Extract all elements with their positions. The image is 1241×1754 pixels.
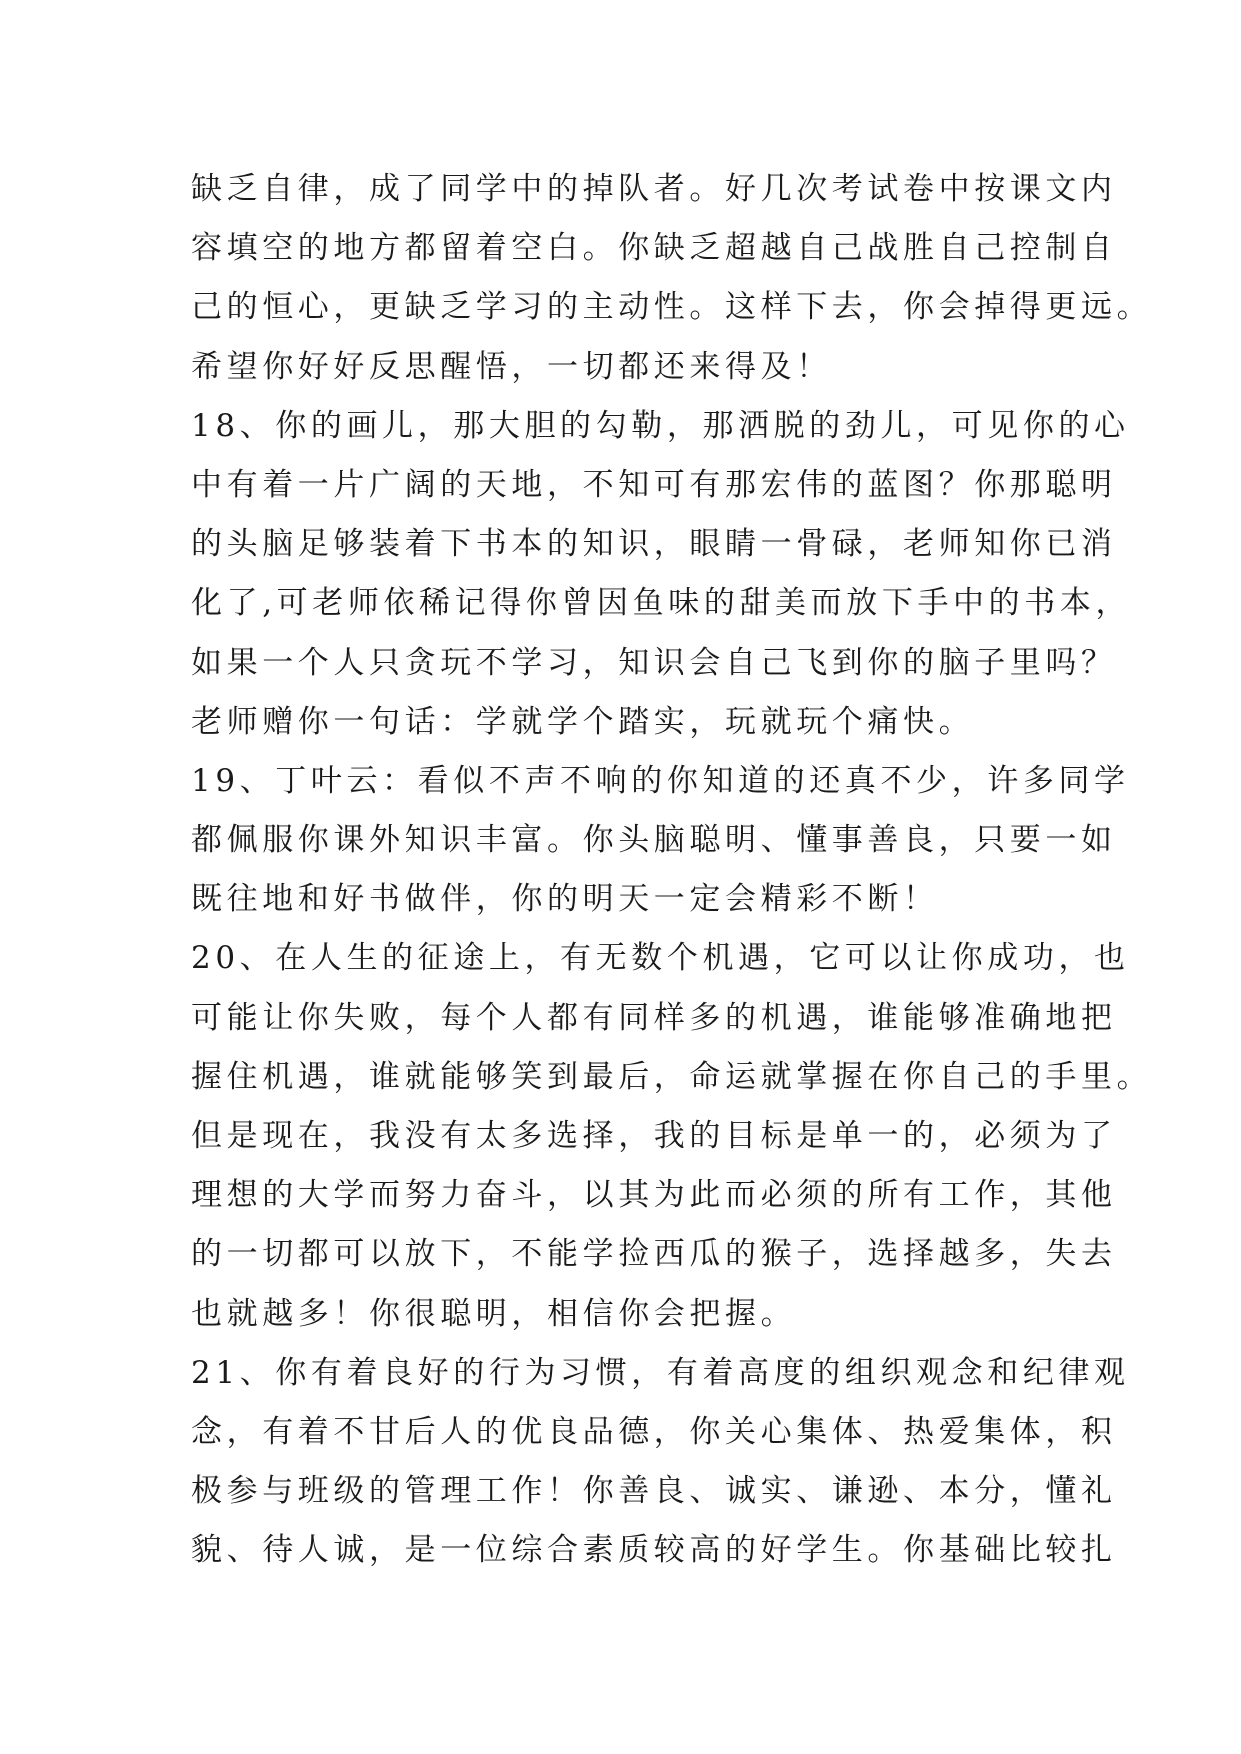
text-line: 21、你有着良好的行为习惯，有着高度的组织观念和纪律观 [191,1354,1130,1391]
text-line: 可能让你失败，每个人都有同样多的机遇，谁能够准确地把 [191,999,1117,1036]
text-line: 的头脑足够装着下书本的知识，眼睛一骨碌，老师知你已消 [191,526,1117,563]
text-line: 化了,可老师依稀记得你曾因鱼味的甜美而放下手中的书本， [191,585,1132,622]
text-line: 希望你好好反思醒悟，一切都还来得及！ [191,348,832,385]
text-line: 的一切都可以放下，不能学捡西瓜的猴子，选择越多，失去 [191,1236,1117,1273]
text-line: 握住机遇，谁就能够笑到最后，命运就掌握在你自己的手里。 [191,1058,1153,1095]
text-line: 也就越多！你很聪明，相信你会把握。 [191,1295,797,1332]
text-line: 20、在人生的征途上，有无数个机遇，它可以让你成功，也 [191,940,1130,977]
text-line: 都佩服你课外知识丰富。你头脑聪明、懂事善良，只要一如 [191,822,1117,859]
body-text [191,160,1153,1581]
text-line: 如果一个人只贪玩不学习，知识会自己飞到你的脑子里吗？ [191,644,1117,681]
text-line: 但是现在，我没有太多选择，我的目标是单一的，必须为了 [191,1118,1117,1154]
text-line: 老师赠你一句话：学就学个踏实，玩就玩个痛快。 [191,703,975,740]
text-line: 中有着一片广阔的天地，不知可有那宏伟的蓝图？你那聪明 [191,466,1117,503]
text-line: 理想的大学而努力奋斗，以其为此而必须的所有工作，其他 [191,1177,1117,1214]
text-line: 既往地和好书做伴，你的明天一定会精彩不断！ [191,881,939,918]
text-line: 念，有着不甘后人的优良品德，你关心集体、热爱集体，积 [191,1413,1117,1450]
text-line: 容填空的地方都留着空白。你缺乏超越自己战胜自己控制自 [191,230,1117,267]
text-line: 19、丁叶云：看似不声不响的你知道的还真不少，许多同学 [191,762,1130,799]
text-line: 己的恒心，更缺乏学习的主动性。这样下去，你会掉得更远。 [191,289,1153,326]
text-line: 缺乏自律，成了同学中的掉队者。好几次考试卷中按课文内 [191,171,1117,207]
text-line: 极参与班级的管理工作！你善良、诚实、谦逊、本分，懂礼 [191,1473,1117,1510]
text-line: 18、你的画儿，那大胆的勾勒，那洒脱的劲儿，可见你的心 [191,407,1130,444]
text-line: 貌、待人诚，是一位综合素质较高的好学生。你基础比较扎 [191,1532,1117,1569]
